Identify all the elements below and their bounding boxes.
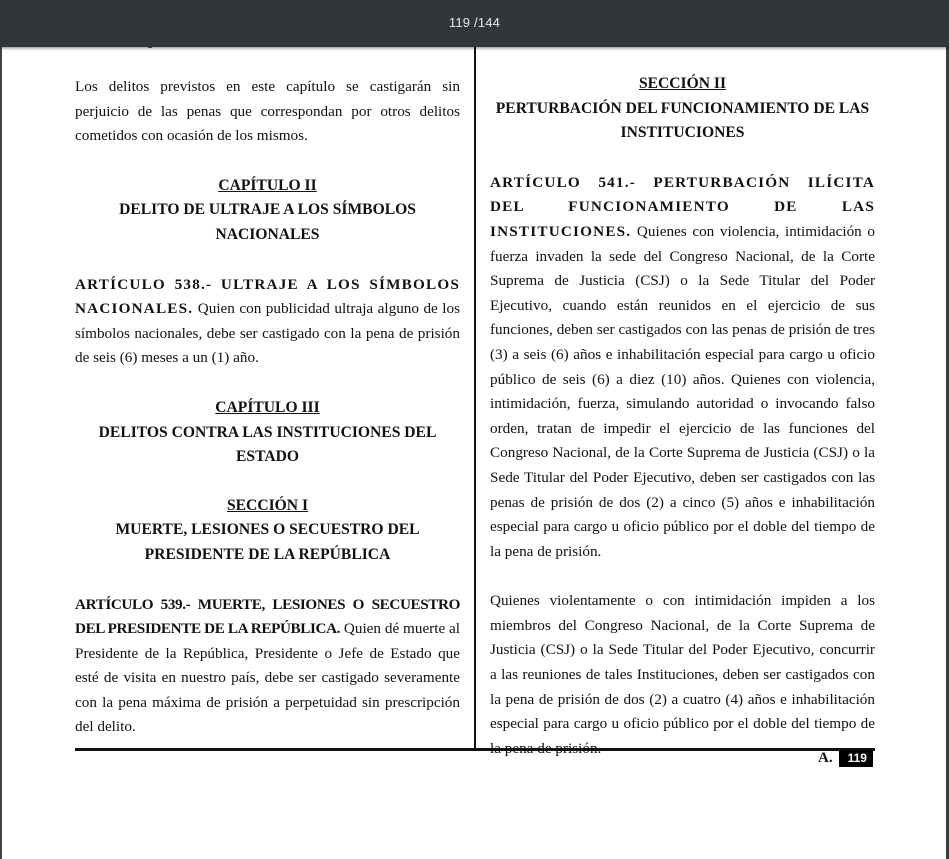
section-1-label: SECCIÓN I: [226, 496, 309, 514]
folio-prefix: A.: [818, 750, 833, 766]
section-2-title-line1: PERTURBACIÓN DEL FUNCIONAMIENTO DE LAS: [495, 99, 870, 117]
article-541-body: Quienes con violencia, intimidación o fuerza invaden la sede del Congreso Nacional, de la Corte Suprema de Justicia (CSJ) o la Sede Titular del Poder Ejecutivo, cuando están reunidos en el ejercicio de sus funciones, deben ser castigados con las penas de prisión de tres (3) a seis (6) años e inhabilitación especial para cargo u oficio público de seis (6) a diez (10) años. Quienes con violencia, intimidación, fuerza, simulando autoridad o invocando falso orden, tratan de impedir el ejercicio de las funciones del Congreso Nacional, de la Corte Suprema de Justicia (CSJ) o la Sede Titular del Poder Ejecutivo, deben ser castigados con las penas de prisión de dos (2) a cinco (5) años e inhabilitación especial para cargo u oficio público por el doble del tiempo de la pena de prisión.: [490, 222, 875, 560]
page-indicator: 119 /144: [448, 15, 501, 30]
article-541-paragraph-2: Quienes violentamente o con intimidación impiden a los miembros del Congreso Nacional, de la Corte Suprema de Justicia (CSJ) o la Sede Titular del Poder Ejecutivo, concurrir a las reuniones de tales Instituciones, deben ser castigados con la pena de prisión de dos (2) a cuatro (4) años e inhabilitación especial para cargo u oficio público por el doble del tiempo de: [490, 592, 875, 733]
section-2-heading: [490, 72, 875, 97]
section-1-title-line2: PRESIDENTE DE LA REPÚBLICA: [144, 545, 391, 563]
article-541-heading: ARTÍCULO 541.- PERTURBACIÓN ILÍCITA DEL FUNCIONAMIENTO DE LAS INSTITUCIONES.: [490, 173, 875, 240]
footer-rule: [75, 748, 875, 751]
section-2-title-line2: INSTITUCIONES: [620, 124, 745, 142]
viewer-left-edge: [0, 47, 2, 859]
article-538: [75, 273, 460, 371]
chapter-2-label: CAPÍTULO II: [218, 176, 317, 194]
folio-page-number: 119: [839, 750, 873, 767]
chapter-3-title-line2: ESTADO: [236, 448, 299, 466]
article-538-heading: ARTÍCULO 538.- ULTRAJE A LOS SÍMBOLOS NACIONALES.: [75, 275, 460, 318]
article-539: [75, 593, 460, 741]
article-539-body: Quien dé muerte al Presidente de la República, Presidente o Jefe de Estado que esté de visita en nuestro país, debe ser castigado severamente con la pena máxima de prisión a perpetuidad sin prescripción del delito.: [75, 620, 461, 736]
chapter-3-label: CAPÍTULO III: [215, 398, 320, 416]
chapter-2-title-line1: DELITO DE ULTRAJE A LOS SÍMBOLOS: [119, 201, 416, 219]
section-2-label: SECCIÓN II: [638, 75, 727, 92]
right-column: [490, 72, 875, 761]
page-folio: [818, 750, 873, 767]
column-divider: [474, 47, 476, 749]
section-1-heading: [75, 494, 460, 519]
left-column: [75, 75, 460, 740]
chapter-3-title-line1: DELITOS CONTRA LAS INSTITUCIONES DEL: [98, 423, 437, 441]
chapter-3-heading: [75, 396, 460, 421]
pdf-viewer-toolbar: [0, 0, 949, 47]
article-541: [490, 171, 875, 565]
chapter-2-title-line2: NACIONALES: [215, 225, 320, 243]
article-539-heading: ARTÍCULO 539.- MUERTE, LESIONES O SECUESTRO DEL PRESIDENTE DE LA REPÚBLICA.: [75, 595, 460, 638]
chapter-2-heading: [75, 174, 460, 199]
intro-paragraph: Los delitos previstos en este capítulo se castigarán sin perjuicio de las penas que correspondan por otros delitos cometidos con ocasión de los mismos.: [75, 78, 460, 145]
article-538-body: Quien con publicidad ultraja alguno de los símbolos nacionales, debe ser castigado con la pena de prisión de seis (6) meses a un (1) año.: [75, 300, 460, 367]
section-1-title-line1: MUERTE, LESIONES O SECUESTRO DEL: [115, 521, 420, 539]
